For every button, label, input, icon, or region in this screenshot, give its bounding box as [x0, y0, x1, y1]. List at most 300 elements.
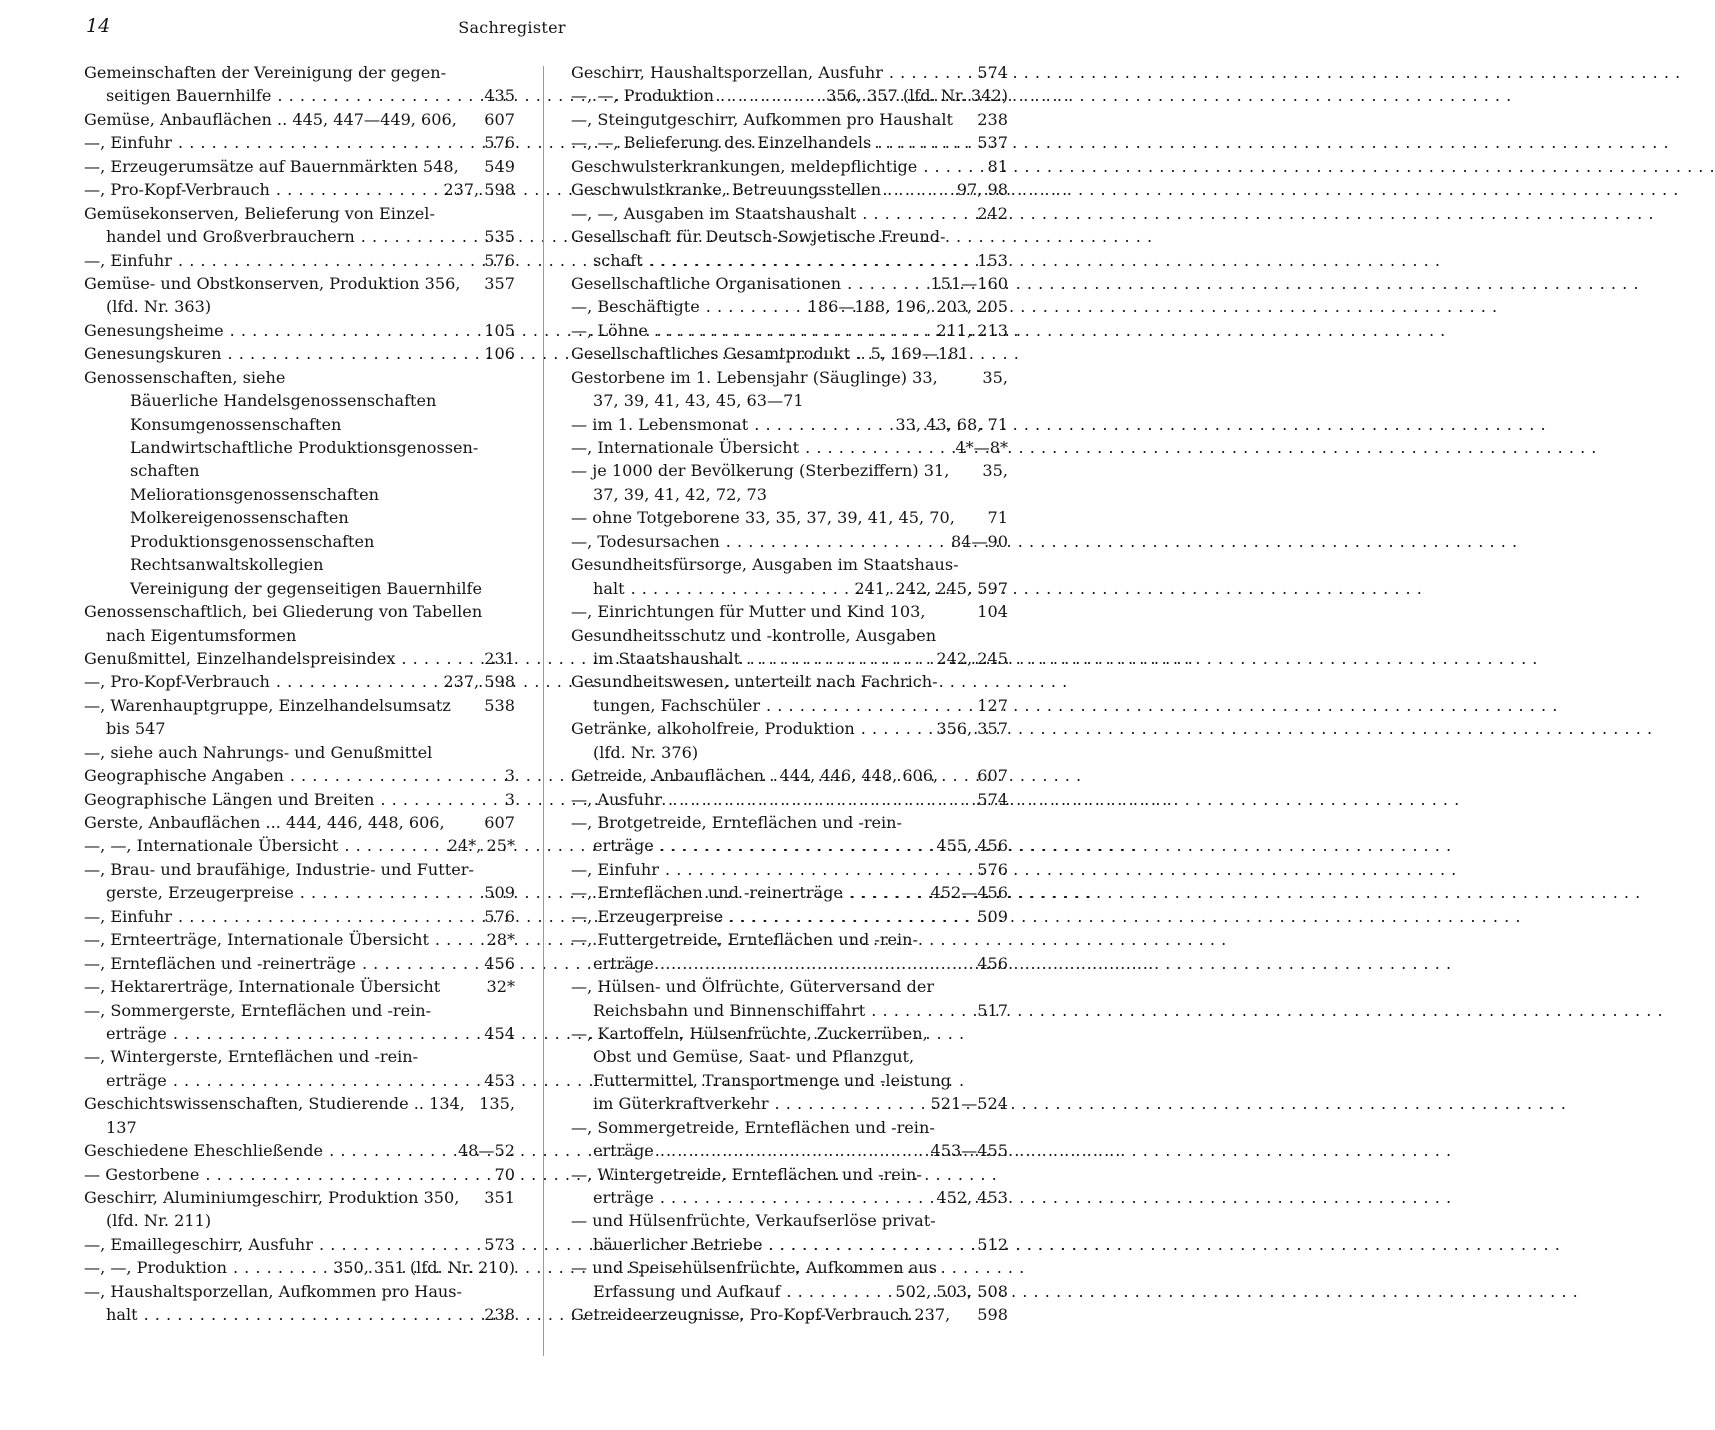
index-entry [84, 647, 515, 670]
index-entry-text: halt [106, 1305, 138, 1325]
index-entry-text: —, siehe auch Nahrungs- und Genußmittel [84, 742, 433, 762]
index-entry [84, 413, 515, 436]
index-entry [84, 1139, 515, 1162]
index-entry [571, 881, 1008, 904]
index-entry-text: Rechtsanwaltskollegien [130, 555, 324, 575]
index-entry [571, 1209, 1008, 1232]
dot-leader [178, 131, 478, 154]
index-entry [84, 858, 515, 881]
index-entry [571, 999, 1008, 1022]
index-entry-text: Meliorationsgenossenschaften [130, 484, 380, 504]
index-entry-text: —, —, Internationale Übersicht [84, 836, 339, 856]
index-entry-pages: 549 [484, 156, 515, 176]
index-entry-text: —, Emaillegeschirr, Ausfuhr [84, 1234, 313, 1254]
index-entry-text: Geschichtswissenschaften, Studierende .. 134, [84, 1094, 465, 1114]
dot-leader [276, 670, 437, 693]
index-entry-text: (lfd. Nr. 211) [106, 1211, 212, 1231]
dot-leader [775, 1092, 925, 1115]
index-entry [84, 788, 515, 811]
dot-leader [726, 530, 945, 553]
index-entry [571, 249, 1008, 272]
index-entry-pages: 97, 98 [956, 180, 1008, 200]
dot-leader [754, 413, 889, 436]
index-entry-pages: 33, 43, 68, 71 [895, 414, 1008, 434]
index-entry [571, 1186, 1008, 1209]
index-entry-pages: 576 [977, 859, 1008, 879]
index-entry-text: Getreide, Anbauflächen . 444, 446, 448, 606, [571, 766, 939, 786]
index-entry [571, 1092, 1008, 1115]
dot-leader [668, 788, 971, 811]
index-entry [84, 366, 515, 389]
index-entry [84, 459, 515, 482]
index-entry [571, 1022, 1008, 1045]
index-entry-text: Genußmittel, Einzelhandelspreisindex [84, 648, 396, 668]
index-entry-pages: 242 [977, 203, 1008, 223]
index-entry-text: —, Warenhauptgruppe, Einzelhandelsumsatz [84, 695, 451, 715]
index-entry-pages: 84—90 [950, 531, 1008, 551]
index-entry-pages: 535 [484, 227, 515, 247]
index-entry-text: Geschwulstkranke, Betreuungsstellen [571, 180, 882, 200]
dot-leader [230, 319, 479, 342]
index-entry [571, 764, 1008, 787]
index-entry [84, 1045, 515, 1068]
index-entry [84, 178, 515, 201]
page-title: Sachregister [458, 18, 566, 37]
index-entry-text: gerste, Erzeugerpreise [106, 883, 294, 903]
index-entry-text: Geschirr, Haushaltsporzellan, Ausfuhr [571, 63, 883, 82]
index-entry-text: (lfd. Nr. 363) [106, 297, 212, 317]
dot-leader [660, 952, 971, 975]
index-entry [571, 858, 1008, 881]
index-entry-text: —, Sommergetreide, Ernteflächen und -rein- [571, 1117, 935, 1137]
index-entry-text: — je 1000 der Bevölkerung (Sterbeziffern) 31, [571, 461, 950, 481]
index-entry-text: Geschiedene Eheschließende [84, 1141, 324, 1161]
index-entry-pages: 3 [504, 766, 515, 786]
index-entry-pages: 509 [484, 883, 515, 903]
index-entry-text: —, Erzeugerpreise [571, 906, 724, 926]
dot-leader [720, 84, 820, 107]
index-entry-text: —, —, Ausgaben im Staatshaushalt [571, 203, 857, 223]
index-entry-pages: 70 [494, 1164, 515, 1184]
index-entry-text: Konsumgenossenschaften [130, 414, 342, 434]
index-entry [571, 1069, 1008, 1092]
dot-leader [665, 858, 971, 881]
index-entry-text: —, Beschäftigte [571, 297, 700, 317]
index-column-left [84, 61, 515, 1327]
index-entry-pages: 48—52 [457, 1141, 515, 1161]
index-entry-text: erträge [106, 1023, 167, 1043]
index-entry-text: —, —, Belieferung des Einzelhandels [571, 133, 872, 153]
index-entry [84, 999, 515, 1022]
index-entry [571, 272, 1008, 295]
index-entry-text: —, Wintergerste, Ernteflächen und -rein- [84, 1047, 419, 1067]
dot-leader [277, 84, 478, 107]
index-entry-pages: 4*—8* [955, 438, 1008, 457]
index-entry-pages: 502, 503, 508 [895, 1281, 1008, 1301]
index-entry-text: Gesundheitsfürsorge, Ausgaben im Staatshaus- [571, 555, 959, 575]
index-entry-text: Gemüse- und Obstkonserven, Produktion 356, [84, 273, 461, 293]
dot-leader [649, 249, 972, 272]
dot-leader [228, 342, 479, 365]
index-entry [571, 1116, 1008, 1139]
index-entry-pages: 538 [484, 695, 515, 715]
index-entry-pages: 3 [504, 789, 515, 809]
index-entry-text: — und Speisehülsenfrüchte, Aufkommen aus [571, 1258, 937, 1278]
index-entry-pages: 598 [977, 1305, 1008, 1325]
index-entry [571, 1163, 1008, 1186]
index-entry [571, 788, 1008, 811]
column-divider [543, 66, 544, 1356]
index-entry-text: Gemüsekonserven, Belieferung von Einzel- [84, 203, 435, 223]
index-entry-text: —, Futtergetreide, Ernteflächen und -rein- [571, 930, 918, 950]
dot-leader [871, 999, 971, 1022]
index-entry-text: —, Einrichtungen für Mutter und Kind 103, [571, 602, 926, 622]
index-entry-text: —, Einfuhr [571, 859, 659, 879]
index-entry-pages: 186—188, 196, 203, 205 [807, 297, 1008, 317]
index-entry-pages: 435 [484, 86, 515, 106]
index-entry-text: —, Brotgetreide, Ernteflächen und -rein- [571, 813, 902, 832]
index-entry-text: Genossenschaftlich, bei Gliederung von Tabellen [84, 602, 483, 622]
index-entry-pages: 350, 351 (lfd. Nr. 210) [333, 1258, 515, 1278]
index-entry [571, 84, 1008, 107]
index-entry-pages: 238 [484, 1305, 515, 1325]
index-entry [84, 834, 515, 857]
index-entry [571, 530, 1008, 553]
index-entry-pages: 104 [977, 602, 1008, 622]
index-entry-pages: 237, 598 [443, 180, 515, 200]
dot-leader [660, 1139, 925, 1162]
index-entry [571, 61, 1008, 84]
index-entry-pages: 106 [484, 344, 515, 364]
index-entry [84, 131, 515, 154]
index-entry-text: —, Löhne [571, 320, 648, 340]
index-entry-pages: 452—456 [930, 883, 1008, 903]
index-entry-text: Geschirr, Aluminiumgeschirr, Produktion 350, [84, 1188, 460, 1207]
index-entry [84, 1163, 515, 1186]
index-entry [571, 577, 1008, 600]
dot-leader [769, 1233, 972, 1256]
dot-leader [144, 1303, 479, 1326]
index-entry-text: —, Ernteerträge, Internationale Übersicht [84, 930, 429, 950]
index-entry [84, 295, 515, 318]
index-entry [84, 811, 515, 834]
index-entry [571, 389, 1008, 412]
index-entry [84, 1022, 515, 1045]
index-column-right [571, 61, 1008, 1327]
index-entry-text: erträge [593, 1141, 654, 1161]
index-entry [571, 717, 1008, 740]
dot-leader [300, 881, 478, 904]
index-entry [571, 1303, 1008, 1326]
index-entry-text: erträge [593, 836, 654, 856]
index-entry-text: erträge [106, 1070, 167, 1090]
dot-leader [631, 577, 849, 600]
index-entry [571, 108, 1008, 131]
index-entry-text: Geschwulsterkrankungen, meldepflichtige [571, 156, 918, 176]
index-entry-text: —, Ausfuhr [571, 789, 662, 809]
index-entry-text: Landwirtschaftliche Produktionsgenossen- [130, 438, 479, 457]
index-entry [571, 741, 1008, 764]
index-entry [84, 1186, 515, 1209]
index-entry-pages: 135, [479, 1094, 515, 1114]
index-entry [571, 1280, 1008, 1303]
dot-leader [173, 1069, 478, 1092]
index-entry-text: Obst und Gemüse, Saat- und Pflanzgut, [593, 1047, 915, 1067]
index-entry-pages: 356, 357 [936, 719, 1008, 739]
index-entry-text: bäuerlicher Betriebe [593, 1234, 763, 1254]
index-entry-text: Bäuerliche Handelsgenossenschaften [130, 391, 437, 411]
index-entry-pages: 512 [977, 1234, 1008, 1254]
index-entry [571, 1139, 1008, 1162]
index-entry-text: (lfd. Nr. 376) [593, 742, 699, 762]
index-entry-pages: 521—524 [930, 1094, 1008, 1114]
index-entry [84, 249, 515, 272]
dot-leader [361, 225, 479, 248]
index-entry-text: im Güterkraftverkehr [593, 1094, 769, 1114]
index-entry-pages: 607 [484, 109, 515, 129]
index-entry-text: —, Hektarerträge, Internationale Übersicht [84, 977, 441, 997]
index-entry-pages: 231 [484, 648, 515, 668]
index-entry-pages: 607 [484, 813, 515, 832]
index-entry [84, 1116, 515, 1139]
index-entry [571, 178, 1008, 201]
dot-leader [923, 155, 981, 178]
dot-leader [178, 905, 478, 928]
index-entry-text: Geographische Angaben [84, 766, 284, 786]
index-entry [84, 1069, 515, 1092]
index-entry [571, 553, 1008, 576]
index-entry-text: 37, 39, 41, 42, 72, 73 [593, 484, 768, 504]
index-entry [84, 436, 515, 459]
index-entry-pages: 356, 357 (lfd. Nr. 342) [826, 86, 1008, 106]
index-entry-text: — im 1. Lebensmonat [571, 414, 749, 434]
dot-leader [329, 1139, 452, 1162]
index-entry-text: Vereinigung der gegenseitigen Bauernhilfe [130, 578, 483, 598]
index-entry-text: erträge [593, 1188, 654, 1207]
dot-leader [276, 178, 437, 201]
index-entry [571, 1045, 1008, 1068]
dot-leader [786, 1280, 889, 1303]
index-entry [571, 225, 1008, 248]
index-entry [84, 1233, 515, 1256]
index-entry-pages: 242, 245 [936, 648, 1008, 668]
index-entry [84, 975, 515, 998]
index-entry-text: Gemüse, Anbauflächen .. 445, 447—449, 606, [84, 109, 457, 129]
index-entry-pages: 105 [484, 320, 515, 340]
index-entry-text: —, Ernteflächen und -reinerträge [571, 883, 843, 903]
index-entry-text: handel und Großverbrauchern [106, 227, 355, 247]
index-entry [84, 717, 515, 740]
index-entry-text: —, —, Produktion [84, 1258, 227, 1278]
index-entry [571, 202, 1008, 225]
index-entry-text: —, Hülsen- und Ölfrüchte, Güterversand der [571, 977, 935, 997]
index-entry-pages: 573 [484, 1234, 515, 1254]
index-entry [84, 905, 515, 928]
index-entry-text: Getränke, alkoholfreie, Produktion [571, 719, 855, 739]
index-entry [571, 928, 1008, 951]
index-entry [84, 694, 515, 717]
index-entry-text: —, Todesursachen [571, 531, 720, 551]
index-entry-text: tungen, Fachschüler [593, 695, 761, 715]
index-entry [571, 413, 1008, 436]
dot-leader [233, 1256, 327, 1279]
index-entry [84, 553, 515, 576]
index-entry [571, 834, 1008, 857]
index-entry-text: —, Kartoffeln, Hülsenfrüchte, Zuckerrüben, [571, 1023, 928, 1043]
index-entry-text: Genossenschaften, siehe [84, 367, 286, 387]
index-entry-text: halt [593, 578, 625, 598]
dot-leader [660, 834, 931, 857]
index-entry-pages: 32* [486, 977, 515, 997]
index-entry-pages: 241, 242, 245, 597 [854, 578, 1008, 598]
index-entry [571, 295, 1008, 318]
index-entry [571, 624, 1008, 647]
index-entry-text: Genesungsheime [84, 320, 224, 340]
index-entry-text: 37, 39, 41, 43, 45, 63—71 [593, 391, 804, 411]
index-entry [571, 975, 1008, 998]
index-entry [84, 764, 515, 787]
index-entry-text: Gesellschaftliche Organisationen [571, 273, 842, 293]
index-entry-pages: 452, 453 [936, 1188, 1008, 1207]
index-entry [84, 84, 515, 107]
dot-leader [729, 905, 971, 928]
index-entry [84, 483, 515, 506]
index-entry-pages: 127 [977, 695, 1008, 715]
index-entry-text: —, Erzeugerumsätze auf Bauernmärkten 548, [84, 156, 459, 176]
dot-leader [435, 928, 481, 951]
page-number: 14 [86, 15, 111, 37]
index-entry-pages: 237, 598 [443, 672, 515, 692]
index-entry [84, 108, 515, 131]
dot-leader [173, 1022, 478, 1045]
index-entry [571, 483, 1008, 506]
index-entry-text: im Staatshaushalt [593, 648, 741, 668]
dot-leader [861, 717, 931, 740]
index-entry [84, 952, 515, 975]
index-entry-pages: 454 [484, 1023, 515, 1043]
dot-leader [290, 764, 499, 787]
index-entry [571, 1233, 1008, 1256]
index-entry-text: erträge [593, 953, 654, 973]
dot-leader [362, 952, 478, 975]
index-entry-text: —, Haushaltsporzellan, Aufkommen pro Haus- [84, 1281, 462, 1301]
index-entry [84, 624, 515, 647]
index-entry [84, 272, 515, 295]
index-entry [571, 319, 1008, 342]
dot-leader [319, 1233, 478, 1256]
index-entry-pages: 456 [977, 953, 1008, 973]
index-entry-pages: 81 [987, 156, 1008, 176]
index-entry [84, 1280, 515, 1303]
dot-leader [660, 1186, 931, 1209]
dot-leader [178, 249, 478, 272]
index-entry-text: —, Wintergetreide, Ernteflächen und -rein- [571, 1164, 922, 1184]
index-entry-text: schaft [593, 250, 643, 270]
index-entry [571, 366, 1008, 389]
index-entry-pages: 453 [484, 1070, 515, 1090]
index-entry [84, 530, 515, 553]
dot-leader [862, 202, 971, 225]
dot-leader [847, 272, 924, 295]
index-entry-pages: 576 [484, 133, 515, 153]
index-entry [84, 155, 515, 178]
index-entry [571, 436, 1008, 459]
index-entry-pages: 453—455 [930, 1141, 1008, 1161]
index-entry [84, 577, 515, 600]
index-entry-text: Getreideerzeugnisse, Pro-Kopf-Verbrauch 237, [571, 1305, 951, 1325]
dot-leader [205, 1163, 488, 1186]
index-entry-text: schaften [130, 461, 200, 481]
index-entry-text: — Gestorbene [84, 1164, 200, 1184]
index-entry-text: 137 [106, 1117, 137, 1137]
index-entry-pages: 153 [977, 250, 1008, 270]
index-entry-pages: 456 [484, 953, 515, 973]
index-entry-text: Gerste, Anbauflächen ... 444, 446, 448, 606, [84, 813, 445, 832]
index-entry-text: — ohne Totgeborene 33, 35, 37, 39, 41, 45, 70, [571, 508, 955, 528]
index-entry [84, 1209, 515, 1232]
index-entry-text: —, Pro-Kopf-Verbrauch [84, 672, 270, 692]
index-entry [84, 225, 515, 248]
dot-leader [706, 295, 802, 318]
index-entry-pages: 238 [977, 109, 1008, 129]
dot-leader [887, 178, 951, 201]
dot-leader [889, 61, 971, 84]
index-entry [571, 155, 1008, 178]
index-entry [571, 506, 1008, 529]
index-entry-pages: 517 [977, 1000, 1008, 1020]
index-entry [84, 61, 515, 84]
index-entry-pages: 151—160 [930, 273, 1008, 293]
index-entry-text: —, Internationale Übersicht [571, 438, 800, 457]
index-entry-text: Gesellschaft für Deutsch-Sowjetische Freund- [571, 227, 946, 247]
dot-leader [344, 834, 441, 857]
index-entry-pages: 28* [486, 930, 515, 950]
dot-leader [849, 881, 925, 904]
index-entry-text: —, Ernteflächen und -reinerträge [84, 953, 356, 973]
index-entry-text: Gesundheitsschutz und -kontrolle, Ausgaben [571, 625, 937, 645]
index-entry-text: Molkereigenossenschaften [130, 508, 349, 528]
index-entry-pages: 351 [484, 1188, 515, 1207]
dot-leader [877, 131, 971, 154]
index-entry [571, 1256, 1008, 1279]
dot-leader [766, 694, 971, 717]
index-entry-pages: 537 [977, 133, 1008, 153]
index-entry-text: —, Einfuhr [84, 906, 172, 926]
index-entry-pages: 576 [484, 250, 515, 270]
index-entry-text: Erfassung und Aufkauf [593, 1281, 781, 1301]
dot-leader [654, 319, 930, 342]
index-entry-text: Reichsbahn und Binnenschiffahrt [593, 1000, 866, 1020]
index-entry-text: Gesundheitswesen, unterteilt nach Fachrich- [571, 672, 938, 692]
index-entry-text: bis 547 [106, 719, 166, 739]
index-entry-text: Gemeinschaften der Vereinigung der gegen- [84, 63, 447, 82]
dot-leader [805, 436, 949, 459]
index-entry [571, 342, 1008, 365]
index-entry-text: Futtermittel, Transportmenge und -leistung [593, 1070, 951, 1090]
index-entry [84, 1303, 515, 1326]
index-entry [571, 905, 1008, 928]
index-entry-pages: 509 [977, 906, 1008, 926]
index-entry [84, 670, 515, 693]
index-entry-pages: 455, 456 [936, 836, 1008, 856]
index-entry-pages: 24*, 25* [447, 836, 515, 856]
index-entry-text: —, Sommergerste, Ernteflächen und -rein- [84, 1000, 432, 1020]
index-entry [571, 131, 1008, 154]
index-entry-text: Geographische Längen und Breiten [84, 789, 375, 809]
index-entry [84, 600, 515, 623]
index-entry-pages: 576 [484, 906, 515, 926]
index-entry [84, 319, 515, 342]
